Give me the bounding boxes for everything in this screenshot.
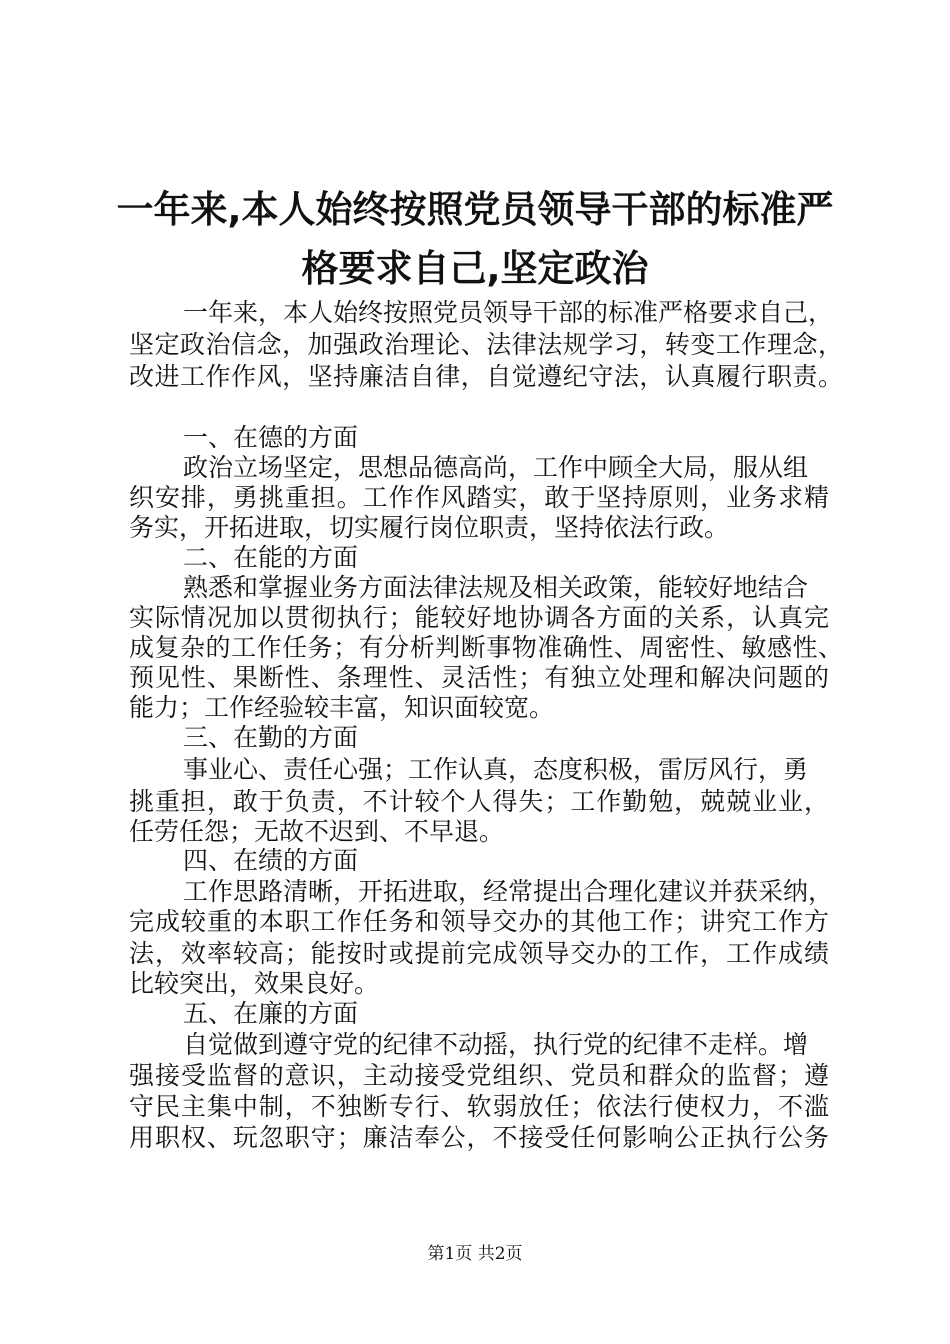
paragraph-line: 事业心、责任心强；工作认真，态度积极，雷厉风行，勇 [183,755,809,784]
paragraph-line: 实际情况加以贯彻执行；能较好地协调各方面的关系，认真完 [129,603,829,632]
intro-line-3: 改进工作作风，坚持廉洁自律，自觉遵纪守法，认真履行职责。 [129,362,843,391]
paragraph-line: 挑重担，敢于负责，不计较个人得失；工作勤勉，兢兢业业， [129,787,829,816]
paragraph-line: 任劳任怨；无故不迟到、不早退。 [129,817,505,846]
paragraph-line: 织安排，勇挑重担。工作作风踏实，敢于坚持原则，业务求精 [129,483,829,512]
intro-line-2: 坚定政治信念，加强政治理论、法律法规学习，转变工作理念， [129,330,843,359]
paragraph-line: 熟悉和掌握业务方面法律法规及相关政策，能较好地结合 [183,573,809,602]
document-title-line-2: 格要求自己,坚定政治 [301,247,649,290]
section-heading: 一、在德的方面 [183,423,359,452]
intro-line-1: 一年来，本人始终按照党员领导干部的标准严格要求自己， [183,298,834,327]
paragraph-line: 自觉做到遵守党的纪律不动摇，执行党的纪律不走样。增 [183,1030,809,1059]
section-heading: 五、在廉的方面 [183,999,359,1028]
page-footer: 第1页 共2页 [427,1244,523,1264]
paragraph-line: 法，效率较高；能按时或提前完成领导交办的工作，工作成绩 [129,939,829,968]
paragraph-line: 完成较重的本职工作任务和领导交办的其他工作；讲究工作方 [129,907,829,936]
section-heading: 四、在绩的方面 [183,846,359,875]
paragraph-line: 守民主集中制，不独断专行、软弱放任；依法行使权力，不滥 [129,1092,829,1121]
paragraph-line: 预见性、果断性、条理性、灵活性；有独立处理和解决问题的 [129,663,829,692]
document-title-line-1: 一年来,本人始终按照党员领导干部的标准严 [116,188,834,231]
paragraph-line: 比较突出，效果良好。 [129,969,380,998]
paragraph-line: 工作思路清晰，开拓进取，经常提出合理化建议并获采纳， [183,877,834,906]
section-heading: 二、在能的方面 [183,543,359,572]
section-heading: 三、在勤的方面 [183,723,359,752]
paragraph-line: 务实，开拓进取，切实履行岗位职责，坚持依法行政。 [129,513,730,542]
paragraph-line: 强接受监督的意识，主动接受党组织、党员和群众的监督；遵 [129,1061,829,1090]
paragraph-line: 能力；工作经验较丰富，知识面较宽。 [129,693,555,722]
paragraph-line: 成复杂的工作任务；有分析判断事物准确性、周密性、敏感性、 [129,633,843,662]
paragraph-line: 用职权、玩忽职守；廉洁奉公，不接受任何影响公正执行公务 [129,1123,829,1152]
paragraph-line: 政治立场坚定，思想品德高尚，工作中顾全大局，服从组 [183,453,809,482]
